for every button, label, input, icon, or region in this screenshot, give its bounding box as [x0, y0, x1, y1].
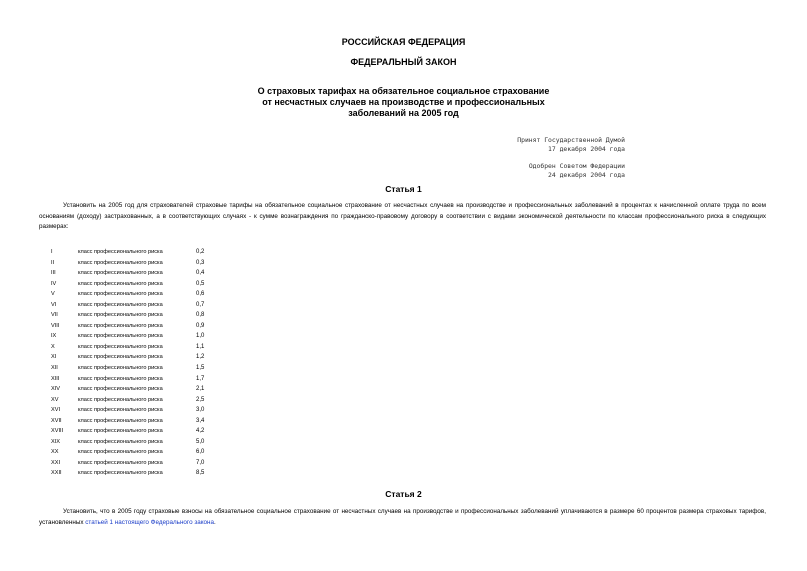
risk-class-number: VII	[51, 312, 58, 319]
risk-class-number: XV	[51, 396, 59, 403]
article-1-reference-link[interactable]: статьей 1 настоящего Федерального закона	[85, 518, 215, 526]
risk-class-rate: 0,2	[196, 249, 205, 255]
risk-class-number: XIV	[51, 386, 61, 393]
risk-class-label: класс профессионального риска	[78, 333, 163, 340]
article-2-text-after-link: .	[214, 518, 216, 526]
risk-class-label: класс профессионального риска	[78, 259, 163, 266]
article-1-text: Установить на 2005 год для страхователей страховые тарифы на обязательное социальное страхование от несчастных случаев на производстве и профессиональных заболеваний в процентах к начисленной оплате труда по всем основаниям (доходу) застрахованных, а в соответствующих случаях - к сумме вознаграждения по гражданско-правовому договору в соответствии с видами экономической деятельности по классам профессионального риска в следующих размерах:	[39, 202, 766, 230]
risk-class-rate: 5,0	[196, 438, 205, 445]
risk-class-number: XVII	[51, 417, 62, 424]
risk-class-rate: 0,5	[196, 280, 205, 287]
risk-class-rate: 1,1	[196, 343, 205, 350]
risk-class-rate: 1,2	[196, 354, 205, 361]
risk-class-label: класс профессионального риска	[78, 343, 163, 350]
risk-class-number: VIII	[51, 322, 60, 329]
risk-class-number: XIII	[51, 375, 60, 382]
risk-class-label: класс профессионального риска	[78, 428, 163, 435]
risk-class-rate: 0,6	[196, 291, 205, 298]
risk-class-number: XVI	[51, 407, 61, 414]
risk-class-rate: 0,4	[196, 270, 205, 277]
risk-class-number: XII	[51, 365, 58, 372]
article-2-heading: Статья 2	[385, 489, 422, 499]
risk-class-label: класс профессионального риска	[78, 365, 163, 372]
article-2-text	[39, 507, 766, 528]
adoption-block	[517, 136, 625, 179]
risk-class-rate: 0,8	[196, 312, 205, 319]
risk-class-rate: 8,5	[196, 470, 205, 477]
risk-class-label: класс профессионального риска	[78, 417, 163, 424]
risk-class-label: класс профессионального риска	[78, 280, 163, 287]
article-2-text-before-link: Установить, что в 2005 году страховые взносы на обязательное социальное страхование от несчастных случаев на производстве и профессиональных заболеваний уплачиваются в размере 60 процентов размера страховых тарифов, установленных	[39, 508, 766, 526]
risk-class-number: I	[51, 249, 53, 255]
country-heading: РОССИЙСКАЯ ФЕДЕРАЦИЯ	[341, 37, 466, 47]
law-title-line: от несчастных случаев на производстве и профессиональных	[262, 97, 545, 107]
risk-class-rate: 0,3	[196, 259, 205, 266]
risk-class-number: IX	[51, 333, 57, 340]
law-title-line: О страховых тарифах на обязательное социальное страхование	[257, 86, 550, 96]
risk-class-rate: 1,5	[196, 365, 205, 372]
council-approval-date: 24 декабря 2004 года	[548, 170, 625, 179]
risk-class-label: класс профессионального риска	[78, 249, 163, 255]
risk-class-label: класс профессионального риска	[78, 386, 163, 393]
risk-class-rate: 4,2	[196, 428, 205, 435]
risk-class-number: XXII	[51, 470, 62, 477]
risk-class-label: класс профессионального риска	[78, 438, 163, 445]
risk-class-number: III	[51, 270, 56, 277]
risk-class-label: класс профессионального риска	[78, 396, 163, 403]
risk-class-label: класс профессионального риска	[78, 301, 163, 308]
council-approval-label: Одобрен Советом Федерации	[528, 162, 625, 170]
risk-class-rate: 3,0	[196, 407, 205, 414]
risk-class-label: класс профессионального риска	[78, 312, 163, 319]
risk-class-label: класс профессионального риска	[78, 459, 163, 466]
law-title-line: заболеваний на 2005 год	[348, 108, 459, 118]
risk-class-number: XI	[51, 354, 57, 361]
law-title	[0, 86, 807, 119]
risk-class-number: IV	[51, 280, 57, 287]
risk-class-rate: 7,0	[196, 459, 205, 466]
risk-class-rate: 1,7	[196, 375, 205, 382]
article-1-heading: Статья 1	[385, 184, 422, 194]
risk-class-label: класс профессионального риска	[78, 449, 163, 456]
risk-class-label: класс профессионального риска	[78, 470, 163, 477]
risk-class-number: XIX	[51, 438, 61, 445]
risk-class-label: класс профессионального риска	[78, 354, 163, 361]
risk-class-label: класс профессионального риска	[78, 291, 163, 298]
risk-class-label: класс профессионального риска	[78, 407, 163, 414]
risk-class-label: класс профессионального риска	[78, 270, 163, 277]
risk-class-number: V	[51, 291, 55, 298]
risk-class-rate: 0,7	[196, 301, 205, 308]
risk-class-rate: 2,5	[196, 396, 205, 403]
duma-adoption-label: Принят Государственной Думой	[517, 136, 625, 144]
risk-class-number: XXI	[51, 459, 61, 466]
risk-class-rate: 1,0	[196, 333, 205, 340]
risk-class-rate: 6,0	[196, 449, 205, 456]
risk-class-number: XVIII	[51, 428, 64, 435]
risk-class-number: VI	[51, 301, 57, 308]
law-type-heading: ФЕДЕРАЛЬНЫЙ ЗАКОН	[350, 57, 457, 67]
risk-class-number: XX	[51, 449, 59, 456]
risk-class-rate: 3,4	[196, 417, 205, 424]
risk-class-label: класс профессионального риска	[78, 322, 163, 329]
risk-class-rate: 0,9	[196, 322, 205, 329]
risk-class-rate: 2,1	[196, 386, 205, 393]
risk-class-label: класс профессионального риска	[78, 375, 163, 382]
risk-class-number: II	[51, 259, 55, 266]
risk-class-number: X	[51, 343, 55, 350]
duma-adoption-date: 17 декабря 2004 года	[548, 144, 625, 153]
